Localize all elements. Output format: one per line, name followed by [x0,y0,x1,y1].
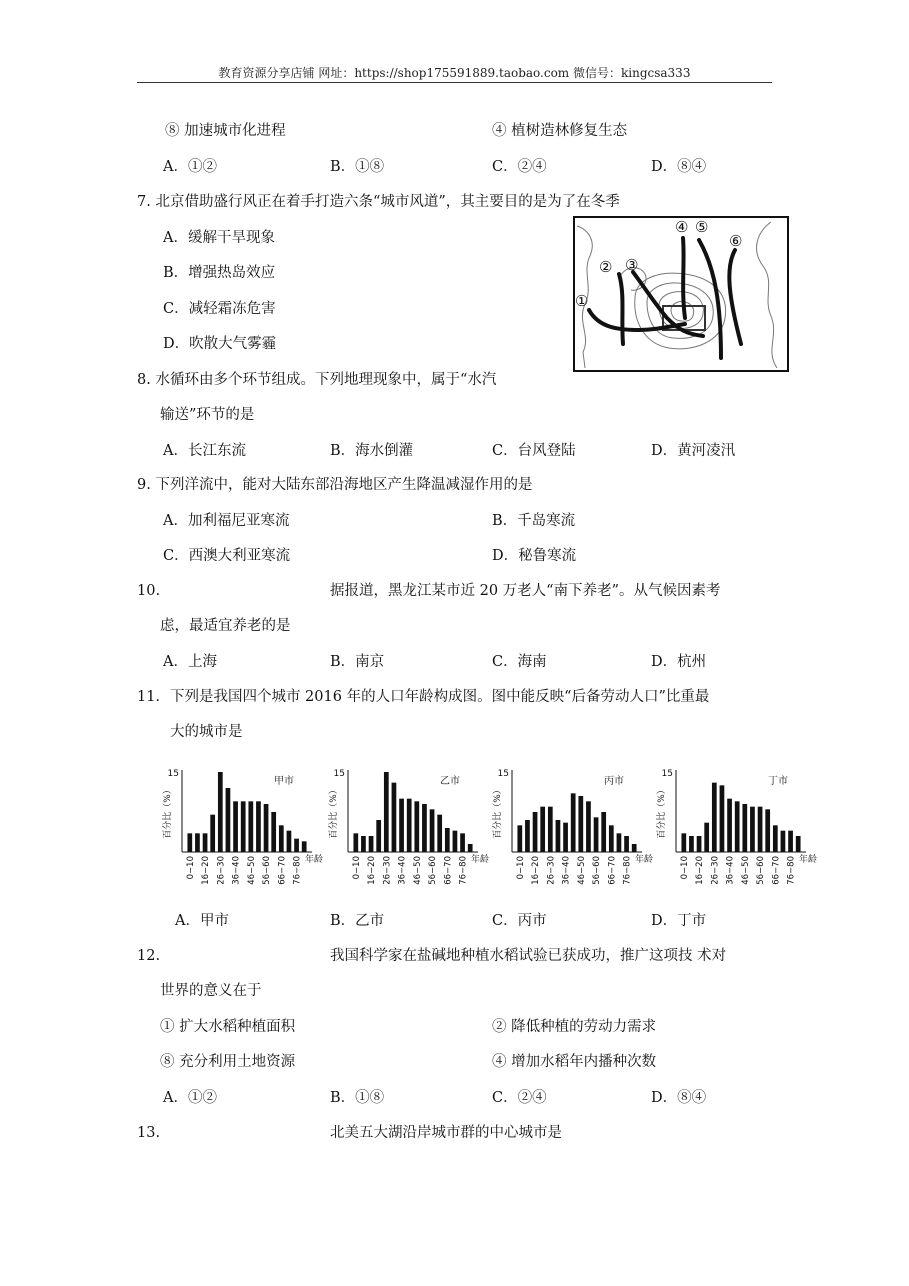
bar [735,801,740,852]
bar [796,836,801,852]
q10-number: 10. [137,583,161,599]
bar [353,833,358,852]
x-axis-label: 年龄 [634,855,654,865]
x-tick-label: 56−60 [592,856,603,885]
bar [788,831,793,852]
y-axis-label: 百分比（%） [329,785,339,839]
x-axis-label: 年龄 [470,855,490,865]
y-axis-label: 百分比（%） [657,785,667,839]
bar [233,801,238,852]
chart-jia [160,760,324,890]
bar [727,799,732,852]
x-axis-label: 年龄 [798,855,818,865]
x-tick-label: 16−20 [201,856,212,885]
x-tick-label: 56−60 [756,856,767,885]
q7-choice-c: C．减轻霜冻危害 [163,301,276,317]
bar [517,825,522,852]
q8-choice-c: C．台风登陆 [492,443,576,459]
x-tick-label: 46−50 [246,856,257,885]
header-divider [137,82,772,83]
q12-choice-c: C．②④ [492,1090,547,1106]
chart-svg [326,760,490,890]
bar [187,833,192,852]
chart-yi [326,760,490,890]
bar [758,807,763,852]
bar [430,809,435,852]
x-axis-label: 年龄 [304,855,324,865]
q12-option-3: ⑧ 充分利用土地资源 [160,1054,296,1070]
q10-stem-line-2: 虑，最适宜养老的是 [160,618,291,634]
x-tick-label: 46−50 [576,856,587,885]
bar [548,807,553,852]
q12-option-4: ④ 增加水稻年内播种次数 [492,1054,657,1070]
q6-option-3: ⑧ 加速城市化进程 [165,123,286,139]
bar [594,817,599,852]
bar [437,815,442,852]
bar [617,833,622,852]
chart-ding [654,760,818,890]
map-label-1: ① [575,292,589,310]
q8-choice-d: D．黄河凌汛 [651,443,736,459]
corridor-2 [619,274,623,344]
q7-choice-b: B．增强热岛效应 [163,265,276,281]
bar [226,788,231,852]
bar [525,820,530,852]
bar [264,804,269,852]
map-label-4: ④ [675,218,689,236]
bar [689,836,694,852]
q10-choice-c: C．海南 [492,654,547,670]
map-label-2: ② [599,258,613,276]
map-label-6: ⑥ [729,232,743,250]
bar [781,831,786,852]
q11-choice-d: D．丁市 [651,913,707,929]
chart-svg [160,760,324,890]
bar [203,833,208,852]
bar [195,833,200,852]
x-tick-label: 66−70 [607,856,618,885]
q11-choice-c: C．丙市 [492,913,547,929]
x-tick-label: 46−50 [412,856,423,885]
bar [720,785,725,852]
q7-choice-d: D．吹散大气雾霾 [163,336,277,352]
bar [632,844,637,852]
q9-choice-a: A．加利福尼亚寒流 [163,513,290,529]
bar [750,807,755,852]
map-label-5: ⑤ [695,218,709,236]
q11-choice-a: A．甲市 [175,913,229,929]
q12-choice-b: B．①⑧ [330,1090,385,1106]
q8-stem-line-2: 输送”环节的是 [160,407,255,423]
bar [302,841,307,852]
x-tick-label: 36−40 [397,856,408,885]
x-tick-label: 26−30 [710,856,721,885]
x-tick-label: 0−10 [679,856,690,880]
bar [218,772,223,852]
map-drawing [575,218,787,370]
bar [422,804,427,852]
q13-stem: 北美五大湖沿岸城市群的中心城市是 [330,1125,562,1141]
bar [563,823,568,852]
q12-option-2: ② 降低种植的劳动力需求 [492,1019,657,1035]
bar [704,823,709,852]
bar [241,801,246,852]
x-tick-label: 26−30 [382,856,393,885]
q12-choice-d: D．⑧④ [651,1090,707,1106]
q8-choice-b: B．海水倒灌 [330,443,414,459]
bar [578,796,583,852]
bar [294,839,299,852]
bar [460,833,465,852]
q9-choice-c: C．西澳大利亚寒流 [163,548,291,564]
bar [742,804,747,852]
bar [533,812,538,852]
x-tick-label: 36−40 [231,856,242,885]
q8-choice-a: A．长江东流 [163,443,246,459]
contour-outer-east [757,222,777,368]
x-tick-label: 36−40 [725,856,736,885]
chart-title: 丙市 [604,776,624,787]
bar [773,825,778,852]
x-tick-label: 16−20 [695,856,706,885]
bar [586,801,591,852]
x-tick-label: 76−80 [786,856,797,885]
y-tick-label: 15 [661,769,673,779]
bar [414,801,419,852]
q10-choice-d: D．杭州 [651,654,707,670]
bar [376,820,381,852]
contour-ring-1 [635,273,726,349]
q11-stem-line-1: 11．下列是我国四个城市 2016 年的人口年龄构成图。图中能反映“后备劳动人口”比重最 [137,689,710,705]
bar [681,833,686,852]
bar [399,799,404,852]
x-tick-label: 0−10 [515,856,526,880]
x-tick-label: 66−70 [277,856,288,885]
q12-stem-line-1: 我国科学家在盐碱地种植水稻试验已获成功，推广这项技 术对 [330,948,727,964]
x-tick-label: 26−30 [216,856,227,885]
corridor-6 [729,250,741,344]
page-header: 教育资源分享店铺 网址：https://shop175591889.taobao.com 微信号：kingcsa333 [218,66,691,80]
bar [369,836,374,852]
q9-choice-b: B．千岛寒流 [492,513,576,529]
q11-choice-b: B．乙市 [330,913,385,929]
x-tick-label: 0−10 [185,856,196,880]
x-tick-label: 16−20 [367,856,378,885]
bar [609,825,614,852]
q9-stem: 9. 下列洋流中，能对大陆东部沿海地区产生降温减湿作用的是 [137,477,533,493]
chart-svg [490,760,654,890]
bar [601,812,606,852]
q6-option-4: ④ 植树造林修复生态 [492,123,628,139]
chart-title: 甲市 [274,776,294,787]
x-tick-label: 76−80 [292,856,303,885]
bar [248,801,253,852]
bar [624,836,629,852]
chart-bing [490,760,654,890]
x-tick-label: 66−70 [771,856,782,885]
q6-choice-b: B．①⑧ [330,159,385,175]
q10-choice-a: A．上海 [163,654,217,670]
chart-title: 丁市 [768,776,788,787]
bar [765,809,770,852]
x-tick-label: 76−80 [458,856,469,885]
wind-corridor-map [573,216,789,372]
bar [384,772,389,852]
q9-choice-d: D．秘鲁寒流 [492,548,577,564]
q6-choice-c: C．②④ [492,159,547,175]
bar [571,793,576,852]
bar [256,801,261,852]
bar [540,807,545,852]
x-tick-label: 46−50 [740,856,751,885]
q12-choice-a: A．①② [163,1090,217,1106]
x-tick-label: 66−70 [443,856,454,885]
bar [697,836,702,852]
bar [445,828,450,852]
x-tick-label: 26−30 [546,856,557,885]
y-tick-label: 15 [167,769,179,779]
q12-number: 12. [137,948,161,964]
bar [712,783,717,852]
bar [271,812,276,852]
q13-number: 13. [137,1125,161,1141]
x-tick-label: 76−80 [622,856,633,885]
q12-stem-line-2: 世界的意义在于 [160,983,262,999]
y-axis-label: 百分比（%） [493,785,503,839]
bar [453,831,458,852]
q10-choice-b: B．南京 [330,654,385,670]
x-tick-label: 56−60 [428,856,439,885]
q6-choice-a: A．①② [163,159,217,175]
q7-stem: 7. 北京借助盛行风正在着手打造六条“城市风道”，其主要目的是为了在冬季 [137,194,620,210]
bar [392,783,397,852]
x-tick-label: 0−10 [351,856,362,880]
map-label-3: ③ [625,256,639,274]
q12-option-1: ① 扩大水稻种植面积 [160,1019,296,1035]
chart-svg [654,760,818,890]
q11-stem-line-2: 大的城市是 [170,724,243,740]
q6-choice-d: D．⑧④ [651,159,707,175]
corridor-4 [683,238,685,318]
y-tick-label: 15 [497,769,509,779]
q10-stem-line-1: 据报道，黑龙江某市近 20 万老人“南下养老”。从气候因素考 [330,583,721,599]
bar [556,820,561,852]
bar [279,825,284,852]
bar [361,836,366,852]
x-tick-label: 36−40 [561,856,572,885]
x-tick-label: 56−60 [262,856,273,885]
q8-stem-line-1: 8. 水循环由多个环节组成。下列地理现象中，属于“水汽 [137,372,497,388]
y-tick-label: 15 [333,769,345,779]
bar [407,799,412,852]
bar [468,844,473,852]
bar [210,815,215,852]
y-axis-label: 百分比（%） [163,785,173,839]
chart-title: 乙市 [440,776,460,787]
x-tick-label: 16−20 [531,856,542,885]
bar [287,831,292,852]
q7-choice-a: A．缓解干旱现象 [163,230,275,246]
